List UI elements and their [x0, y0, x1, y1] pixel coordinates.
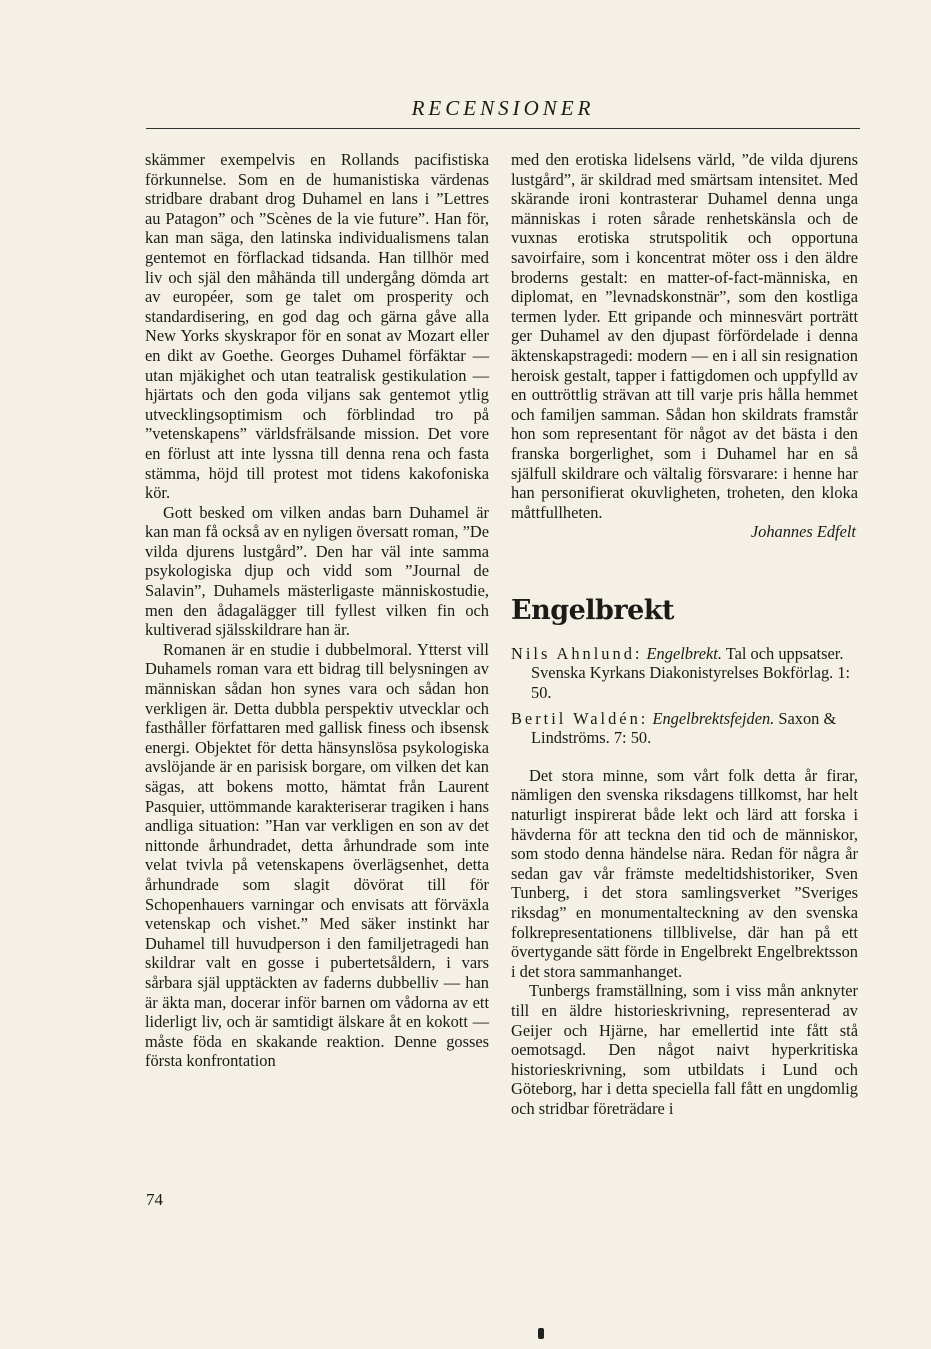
right-paragraph-1: med den erotiska lidelsens värld, ”de vilda djurens lustgård”, är skildrad med smärtsam intensitet. Med skärande ironi kontrasterar Duhamel denna unga människas i roten sårade renhetskänsla och de vuxnas erotiska strutspolitik och opportuna savoirfaire, som i koncentrat möter oss i den äldre broderns gestalt: en matter-of-fact-människa, en diplomat, en ”levnadskonstnär”, som den kostliga termen lyder. Ett gripande och minnesvärt porträtt ger Duhamel av den djupast förfördelade i denna äktenskapstragedi: modern — en i all sin resignation heroisk gestalt, tapper i fattigdomen och uppfylld av en outtröttlig strävan att till varje pris hålla hemmet och familjen samman. Sådan hon skildrats framstår hon som representant för något av det bästa i den franska borgerlighet, som i Duhamel har en så själfull skildrare och vältalig försvarare: i henne har han personifierat okuvligheten, troheten, den kloka måttfullheten.	[511, 150, 858, 522]
page-number: 74	[146, 1190, 163, 1209]
left-column	[145, 150, 489, 1071]
left-paragraph-2: Gott besked om vilken andas barn Duhamel är kan man få också av en nyligen översatt roman, ”De vilda djurens lustgård”. Den har väl inte samma psykologiska djup och vidd som ”Journal de Salavin”, Duhamels mästerligaste människostudie, men den ådagalägger till fyllest vilken fin och kultiverad själsskildrare han är.	[145, 502, 489, 640]
bibliography-details: Saxon & Lindströms. 7: 50.	[531, 708, 837, 748]
bibliography-title: Engelbrekt.	[646, 643, 722, 663]
bibliography-entry	[511, 644, 858, 703]
left-paragraph-3: Romanen är en studie i dubbelmoral. Ytterst vill Duhamels roman vara ett bidrag till belysningen av människan sådan hon synes vara och sådan hon verkligen är. Detta dubbla perspektiv utvecklar och fasthåller författaren med gallisk finess och ibsensk energi. Objektet för detta hänsynslösa psykologiska avslöjande är en parisisk borgare, om vilken det kan sägas, att bokens motto, hämtat från Laurent Pasquier, uttömmande karakteriserar tragiken i hans andliga situation: ”Han var verkligen en son av det nittonde århundradet, detta århundrade som inte velat tvivla på vetenskapens överlägsenhet, detta århundrade som slagit dövörat till för Schopenhauers varningar och envisats att förväxla vetenskap och vishet.” Med säker instinkt har Duhamel till huvudperson i den familjetragedi han skildrar valt en gosse i pubertetsåldern, i vars sårbara själ upptäckten av faderns dubbelliv — han är äkta man, docerar inför barnen om vådorna av ett liderligt liv, och är samtidigt älskare åt en kokott — måste föda en skakande reaktion. Denne gosses första konfrontation	[145, 639, 489, 1071]
running-header: RECENSIONER	[411, 96, 595, 120]
printer-mark	[538, 1328, 544, 1339]
bibliography-author: Bertil Waldén:	[511, 708, 649, 728]
bibliography-details: Tal och uppsatser. Svenska Kyrkans Diakonistyrelses Bokförlag. 1: 50.	[531, 643, 851, 703]
review-signature: Johannes Edfelt	[750, 522, 856, 542]
left-paragraph-1: skämmer exempelvis en Rollands pacifistiska förkunnelse. Som en de humanistiska värdenas stridbare drabant drog Duhamel en lans i ”Lettres au Patagon” och ”Scènes de la vie future”. Han för, kan man säga, den latinska individualismens talan gentemot en förflackad tidsanda. Han tillhör med liv och själ den måhända till undergång dömda art av européer, som ge talet om prosperity och standardisering, en god dag och gärna gåve alla New Yorks skyskrapor för en sonat av Mozart eller en dikt av Goethe. Georges Duhamel förfäktar — utan mjäkighet och utan teatralisk gestikulation — hjärtats och den goda viljans sak gentemot ytlig utvecklingsoptimism och förblindad tro på ”vetenskapens” världsfrälsande mission. Det vore en förlust att inte lyssna till denna rena och fasta stämma, höjd till protest mot tidens kakofoniska kör.	[145, 150, 489, 503]
bibliography-title: Engelbrektsfejden.	[652, 708, 775, 728]
right-column	[511, 150, 858, 1119]
bibliography-entry	[511, 709, 858, 748]
bibliography-author: Nils Ahnlund:	[511, 643, 643, 663]
section-title: Engelbrekt	[511, 594, 674, 626]
spacer	[511, 754, 858, 766]
section-paragraph-1: Det stora minne, som vårt folk detta år firar, nämligen den svenska riksdagens tillkomst, har helt naturligt inspirerat både lekt och lärd att forska i hävderna för att teckna den tid och de människor, som stodo denna händelse nära. Redan för några år sedan gav vår främste medeltidshistoriker, Sven Tunberg, i det stora samlingsverket ”Sveriges riksdag” en monumentalteckning av den svenska folkrepresentationens tillblivelse, där han på ett övertygande sätt förde in Engelbrekt Engelbrektsson i det stora sammanhanget.	[511, 765, 858, 981]
header-rule	[146, 128, 860, 129]
section-paragraph-2: Tunbergs framställning, som i viss mån anknyter till en äldre historieskrivning, representerad av Geijer och Hjärne, har emellertid inte fått stå oemotsagd. Den något naivt hyperkritiska historieskrivning, som utbildats i Lund och Göteborg, har i detta speciella fall fått en ungdomlig och stridbar företrädare i	[511, 981, 858, 1118]
